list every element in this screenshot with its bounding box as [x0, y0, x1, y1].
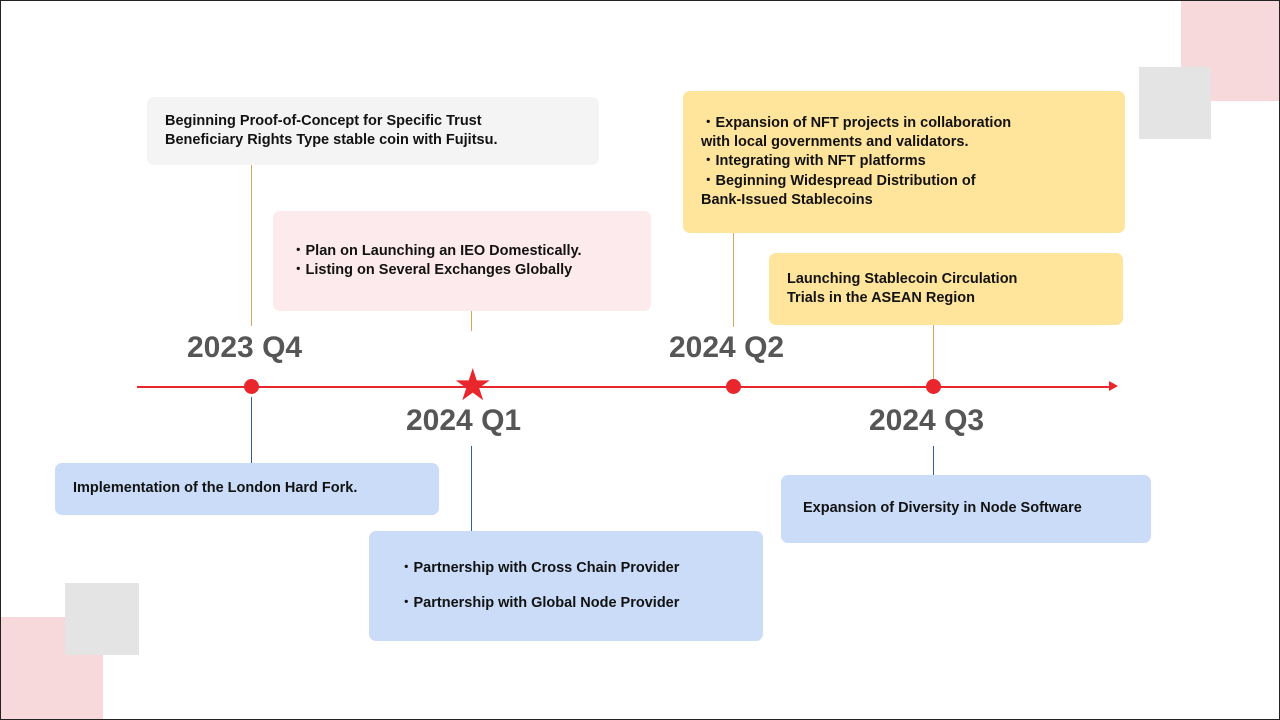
card-ieo-listing-line-2: ・Listing on Several Exchanges Globally: [291, 262, 573, 278]
timeline-marker-2023q4[interactable]: [244, 379, 259, 394]
connector-2024q3-down: [933, 446, 934, 476]
decorative-block-bottom-left-gray: [65, 583, 139, 655]
connector-2023q4-up: [251, 161, 252, 326]
card-nft-expansion: [683, 91, 1125, 233]
card-london-hard-fork-line-1: Implementation of the London Hard Fork.: [73, 480, 358, 497]
timeline-axis: [137, 386, 1115, 388]
card-partnerships-line-2: ・Partnership with Global Node Provider: [399, 595, 680, 611]
quarter-label-2024q2: 2024 Q2: [669, 331, 785, 364]
card-fujitsu-poc: [147, 97, 599, 165]
connector-2024q1-down: [471, 446, 472, 536]
decorative-block-top-right-gray: [1139, 67, 1211, 139]
quarter-label-2024q1: 2024 Q1: [406, 404, 522, 437]
card-fujitsu-poc-line-2: Beneficiary Rights Type stable coin with Fujitsu.: [165, 132, 498, 148]
connector-2024q2-up: [733, 231, 734, 327]
card-partnerships: [369, 531, 763, 641]
quarter-label-2023q4: 2023 Q4: [187, 331, 303, 364]
card-nft-expansion-line-2: with local governments and validators.: [701, 134, 969, 151]
card-asean-trials-line-1: Launching Stablecoin Circulation: [787, 270, 1018, 287]
card-nft-expansion-line-5: Bank-Issued Stablecoins: [701, 191, 873, 208]
card-node-software: [781, 475, 1151, 543]
timeline-marker-2024q1-star-icon[interactable]: ★: [453, 361, 493, 410]
card-asean-trials: [769, 253, 1123, 325]
card-nft-expansion-line-3: ・Integrating with NFT platforms: [701, 153, 926, 170]
connector-2024q3-up: [933, 321, 934, 381]
connector-2023q4-down: [251, 397, 252, 467]
card-partnerships-line-1: ・Partnership with Cross Chain Provider: [399, 559, 680, 576]
quarter-label-2024q3: 2024 Q3: [869, 404, 985, 437]
timeline-axis-arrow-icon: [1109, 381, 1118, 391]
card-asean-trials-line-2: Trials in the ASEAN Region: [787, 290, 975, 306]
card-node-software-line-1: Expansion of Diversity in Node Software: [803, 500, 1082, 517]
card-fujitsu-poc-line-1: Beginning Proof-of-Concept for Specific Trust: [165, 112, 482, 129]
card-nft-expansion-line-1: ・Expansion of NFT projects in collaboration: [701, 115, 1012, 132]
card-london-hard-fork: [55, 463, 439, 515]
timeline-marker-2024q3[interactable]: [926, 379, 941, 394]
card-ieo-listing-line-1: ・Plan on Launching an IEO Domestically.: [291, 242, 582, 259]
timeline-marker-2024q2[interactable]: [726, 379, 741, 394]
card-ieo-listing: [273, 211, 651, 311]
card-nft-expansion-line-4: ・Beginning Widespread Distribution of: [701, 172, 976, 189]
